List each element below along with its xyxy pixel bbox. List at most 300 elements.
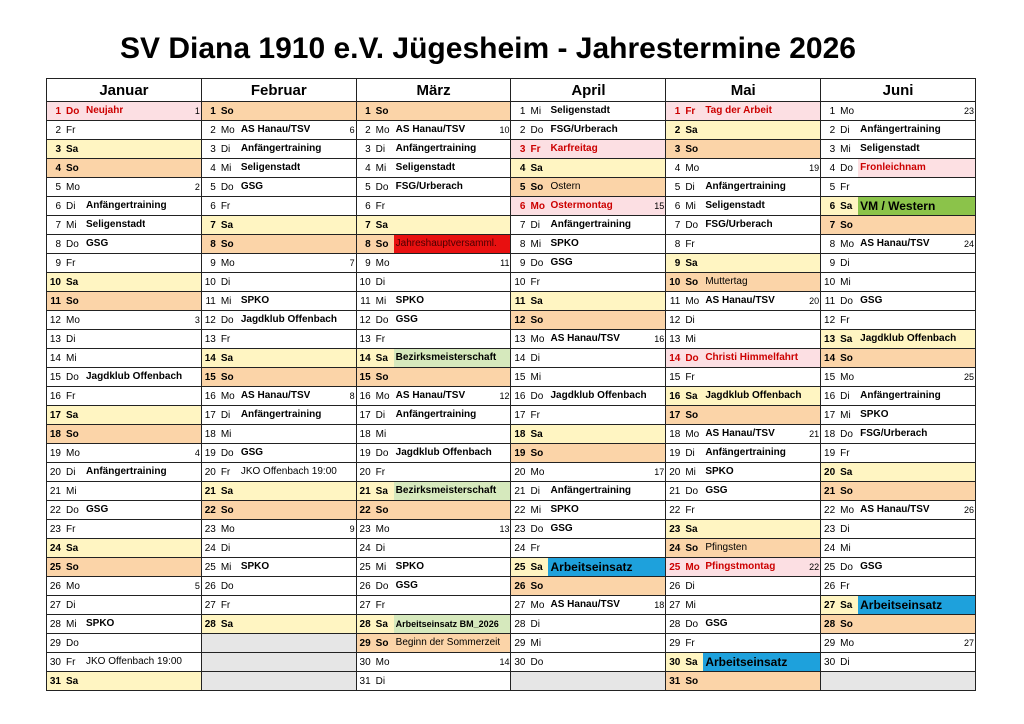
day-cell-content [511,159,665,177]
event-label: Anfängertraining [705,447,786,458]
empty-cell [511,672,666,691]
weekday: Mo [685,561,700,573]
day-cell [356,425,511,444]
day-cell-content [511,197,665,215]
day-cell [47,615,202,634]
day-number: 19 [824,447,836,459]
weekday: So [685,143,699,155]
event-label: Jagdklub Offenbach [86,371,183,382]
day-cell [666,577,821,596]
day-cell-content [666,425,820,443]
day-number: 4 [365,162,371,174]
day-cell-content [511,577,665,595]
day-number: 12 [204,314,216,326]
weekday: So [840,219,853,231]
week-number: 19 [809,163,820,173]
day-cell-content [511,653,665,671]
weekday: Mi [220,428,232,440]
weekday: Sa [66,675,79,687]
day-cell [201,349,356,368]
day-number: 4 [210,162,216,174]
event-label: Arbeitseinsatz [703,653,820,671]
day-cell [821,634,976,653]
day-cell-content [202,121,356,139]
event-label: Anfängertraining [240,409,322,420]
day-cell [821,159,976,178]
weekday: Mi [375,428,387,440]
day-number: 26 [514,580,526,592]
day-cell [511,330,666,349]
day-cell [821,520,976,539]
day-number: 29 [49,637,61,649]
weekday: Sa [685,523,698,535]
weekday: Sa [840,599,853,611]
day-number: 13 [824,333,836,345]
day-cell-content [357,178,511,196]
day-cell-content [357,596,511,614]
day-cell [821,273,976,292]
event-label: Arbeitseinsatz [548,558,665,576]
day-number: 4 [55,162,61,174]
day-number: 19 [49,447,61,459]
day-cell [511,558,666,577]
day-number: 17 [204,409,216,421]
day-cell [666,254,821,273]
weekday: So [220,238,234,250]
day-cell-content [666,596,820,614]
day-cell-content [821,178,975,196]
day-cell-content [47,387,201,405]
day-cell [511,539,666,558]
event-label: FSG/Urberach [705,219,773,230]
day-number: 29 [824,637,836,649]
day-cell [47,102,202,121]
day-cell-content [511,501,665,519]
event-label: Jagdklub Offenbach [240,314,337,325]
weekday: Mo [840,238,855,250]
weekday: Di [685,314,695,326]
day-cell-content [821,520,975,538]
day-number: 27 [359,599,371,611]
day-cell-content [357,311,511,329]
day-cell [821,140,976,159]
day-cell-content [821,349,975,367]
weekday: Mo [66,314,80,326]
day-cell [201,330,356,349]
day-cell-content [666,216,820,234]
day-cell [821,482,976,501]
day-number: 27 [669,599,681,611]
day-row [47,577,976,596]
day-cell-content [357,444,511,462]
weekday: Di [220,409,231,421]
day-number: 10 [359,276,371,288]
day-cell-content [357,425,511,443]
day-cell-content [202,615,356,633]
day-number: 15 [514,371,526,383]
day-cell-content [666,634,820,652]
day-cell-content [357,577,511,595]
weekday: Di [530,219,540,231]
day-number: 7 [829,219,836,231]
day-number: 3 [519,143,526,155]
day-cell [201,292,356,311]
day-cell-content [821,501,975,519]
day-row [47,235,976,254]
day-cell-content [202,596,356,614]
day-cell [511,159,666,178]
month-header-row [47,79,976,102]
day-number: 28 [49,618,61,630]
day-cell [666,159,821,178]
event-label: Karfreitag [550,143,598,154]
day-cell-content [202,577,356,595]
event-label: AS Hanau/TSV [550,333,620,344]
day-number: 29 [514,637,526,649]
day-number: 22 [359,504,371,516]
month-header-juni: Juni [821,79,976,102]
day-number: 13 [359,333,371,345]
day-number: 9 [674,257,681,269]
weekday: Mi [66,618,77,630]
day-number: 14 [824,352,836,364]
week-number: 2 [194,182,200,192]
day-cell [821,349,976,368]
day-cell-content [821,368,975,386]
week-number: 25 [963,372,974,382]
weekday: Mo [840,637,855,649]
day-cell [201,425,356,444]
day-number: 14 [669,352,681,364]
day-cell [511,254,666,273]
day-number: 1 [210,105,216,117]
weekday: Fr [66,523,76,535]
day-cell-content [357,520,511,538]
weekday: Di [375,409,386,421]
day-cell [821,330,976,349]
day-cell [201,178,356,197]
day-cell [511,501,666,520]
event-label: Arbeitseinsatz BM_2026 [394,615,511,633]
event-label: Anfängertraining [395,409,477,420]
weekday: Fr [375,333,386,345]
day-number: 4 [519,162,526,174]
weekday: Sa [375,618,388,630]
event-label: AS Hanau/TSV [395,124,466,135]
day-row [47,425,976,444]
weekday: So [530,181,544,193]
weekday: Fr [66,656,76,668]
day-cell [201,140,356,159]
weekday: So [375,371,389,383]
day-cell-content [202,558,356,576]
day-cell [201,311,356,330]
day-number: 1 [829,105,836,117]
weekday: So [530,580,544,592]
weekday: Mo [220,523,235,535]
day-number: 29 [359,637,371,649]
day-number: 2 [365,124,371,136]
day-cell [356,254,511,273]
day-cell [356,216,511,235]
day-cell [201,102,356,121]
day-cell [511,482,666,501]
event-label: AS Hanau/TSV [705,428,775,439]
day-cell-content [47,577,201,595]
day-number: 18 [204,428,216,440]
day-cell [356,197,511,216]
day-cell-content [202,463,356,481]
day-cell [666,178,821,197]
day-cell-content [666,577,820,595]
event-label: AS Hanau/TSV [860,238,930,249]
day-cell [201,254,356,273]
week-number: 9 [349,524,355,534]
day-number: 26 [359,580,371,592]
day-cell [821,197,976,216]
day-cell [356,520,511,539]
weekday: Mi [840,409,851,421]
weekday: Di [66,599,76,611]
weekday: So [375,105,389,117]
day-cell [666,615,821,634]
day-cell [821,406,976,425]
day-cell-content [357,159,511,177]
weekday: So [66,162,79,174]
day-cell [47,311,202,330]
calendar-body [47,102,976,691]
weekday: Mi [530,637,542,649]
day-number: 27 [49,599,61,611]
day-cell [47,140,202,159]
day-cell [666,368,821,387]
day-cell [666,501,821,520]
weekday: Do [66,105,80,117]
day-cell-content [202,311,356,329]
day-cell [821,254,976,273]
day-cell-content [47,292,201,310]
day-cell-content [202,216,356,234]
day-number: 5 [365,181,371,193]
day-row [47,463,976,482]
event-label: Anfängertraining [86,466,167,477]
weekday: Fr [840,314,850,326]
weekday: Mi [530,371,542,383]
day-cell-content [511,254,665,272]
day-cell [47,349,202,368]
weekday: Fr [220,333,231,345]
day-number: 28 [514,618,526,630]
weekday: Sa [220,618,234,630]
day-number: 21 [359,485,371,497]
day-cell-content [47,463,201,481]
weekday: Do [530,390,544,402]
weekday: Di [375,675,386,687]
day-cell-content [357,482,511,500]
day-cell-content [666,520,820,538]
day-row [47,444,976,463]
day-cell [356,615,511,634]
day-number: 25 [514,561,526,573]
weekday: Sa [220,485,234,497]
day-cell-content [511,330,665,348]
day-cell-content [47,235,201,253]
weekday: Mo [220,257,235,269]
day-cell-content [47,672,201,690]
weekday: Mo [685,428,700,440]
day-number: 9 [519,257,526,269]
day-cell-content [666,254,820,272]
weekday: Sa [66,143,79,155]
weekday: So [66,561,79,573]
day-cell [666,273,821,292]
day-number: 7 [210,219,216,231]
weekday: Mo [685,295,700,307]
day-cell [511,520,666,539]
day-cell-content [666,349,820,367]
weekday: Mo [220,124,235,136]
day-cell [666,463,821,482]
day-number: 19 [514,447,526,459]
day-cell [666,330,821,349]
weekday: Di [685,447,695,459]
weekday: Mi [220,561,232,573]
weekday: Sa [840,466,853,478]
day-cell [47,558,202,577]
day-cell [201,121,356,140]
day-number: 30 [824,656,836,668]
weekday: Do [375,181,389,193]
event-label: Anfängertraining [240,143,322,154]
day-row [47,387,976,406]
event-label: Jahreshauptversamml. [394,235,511,253]
event-label: Seligenstadt [550,105,610,116]
day-number: 8 [210,238,216,250]
day-cell [821,425,976,444]
day-number: 9 [55,257,61,269]
day-number: 13 [49,333,61,345]
weekday: Mi [530,504,542,516]
event-label: Fronleichnam [858,159,975,177]
day-cell-content [666,140,820,158]
weekday: Do [685,485,699,497]
day-cell [201,596,356,615]
weekday: Do [685,352,699,364]
day-cell [356,273,511,292]
day-cell [356,349,511,368]
day-number: 15 [824,371,836,383]
day-cell-content [821,197,975,215]
day-cell [821,235,976,254]
day-cell-content [202,159,356,177]
day-number: 12 [669,314,681,326]
empty-cell [821,672,976,691]
weekday: Fr [685,105,696,117]
weekday: Di [220,276,231,288]
day-number: 7 [365,219,371,231]
day-cell [47,482,202,501]
day-number: 8 [365,238,371,250]
day-cell [821,615,976,634]
day-number: 11 [514,295,526,307]
event-label: Bezirksmeisterschaft [394,349,511,367]
day-cell-content [47,596,201,614]
day-cell-content [511,273,665,291]
day-cell-content [47,216,201,234]
day-cell-content [357,463,511,481]
day-number: 21 [514,485,526,497]
event-label: Ostermontag [550,200,613,211]
day-number: 23 [824,523,836,535]
day-cell-content [47,634,201,652]
day-number: 16 [204,390,216,402]
event-label: AS Hanau/TSV [550,599,620,610]
week-number: 6 [349,125,355,135]
day-number: 12 [359,314,371,326]
day-cell-content [47,197,201,215]
day-cell-content [511,558,665,576]
day-number: 18 [514,428,526,440]
day-number: 28 [359,618,371,630]
event-label: VM / Western [858,197,975,215]
day-number: 4 [674,162,681,174]
event-label: GSG [705,618,728,629]
weekday: Fr [530,276,540,288]
day-cell [666,349,821,368]
day-cell-content [821,387,975,405]
day-row [47,159,976,178]
weekday: Fr [840,181,850,193]
day-cell-content [666,235,820,253]
weekday: Fr [375,466,386,478]
day-cell [666,387,821,406]
weekday: Mo [66,580,80,592]
day-cell-content [511,216,665,234]
day-cell-content [666,159,820,177]
day-cell [201,197,356,216]
day-number: 30 [669,656,681,668]
day-number: 21 [49,485,61,497]
day-cell-content [202,273,356,291]
day-cell [511,311,666,330]
day-cell [511,596,666,615]
weekday: So [66,295,79,307]
event-label: Seligenstadt [395,162,456,173]
event-label: Jagdklub Offenbach [395,447,492,458]
week-number: 21 [809,429,820,439]
day-number: 5 [519,181,526,193]
event-label: JKO Offenbach 19:00 [240,466,337,477]
event-label: Seligenstadt [86,219,146,230]
day-cell-content [357,387,511,405]
day-cell [821,121,976,140]
day-cell-content [202,197,356,215]
day-cell-content [357,501,511,519]
day-cell [47,273,202,292]
weekday: Do [685,618,699,630]
day-row [47,254,976,273]
day-row [47,482,976,501]
day-cell-content [202,368,356,386]
day-row [47,197,976,216]
day-number: 18 [49,428,61,440]
day-cell-content [511,235,665,253]
weekday: Mi [685,200,696,212]
day-cell-content [821,482,975,500]
day-number: 22 [669,504,681,516]
day-cell-content [47,615,201,633]
week-number: 10 [499,125,510,135]
